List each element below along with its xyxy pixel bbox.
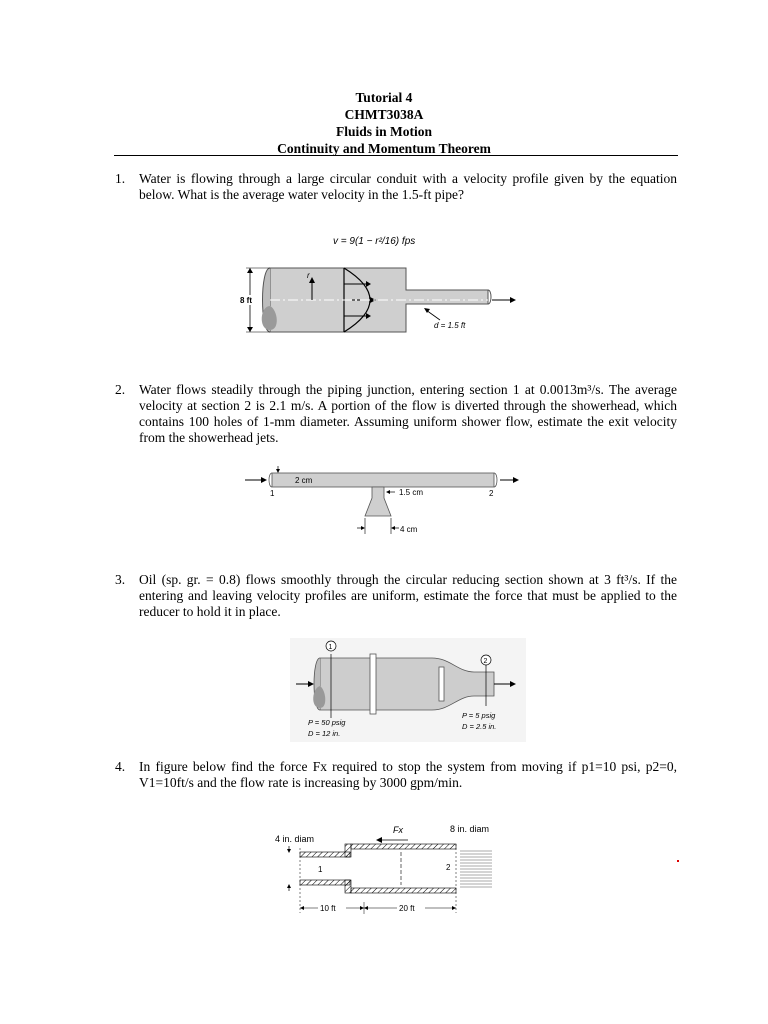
pipe-diameter-label: 2 cm (295, 476, 313, 485)
outlet-pressure: P = 5 psig (462, 711, 496, 720)
small-pipe-diameter-label: d = 1.5 ft (434, 321, 466, 330)
header-rule (114, 155, 678, 156)
outlet-diameter: D = 2.5 in. (462, 722, 497, 731)
length-2-label: 20 ft (399, 904, 415, 913)
point-1-label: 1 (318, 865, 323, 874)
tutorial-number: Tutorial 4 (355, 90, 413, 105)
question-text: Water flows steadily through the piping junction, entering section 1 at 0.0013m³/s. The average velocity at section 2 is 2.1 m/s. A portion of the flow is diverted through the showerhead, which contains 100 holes of 1-mm diameter. Assuming uniform shower flow, estimate the exit velocity from the showerhead jets. (139, 382, 677, 445)
section-2-marker: 2 (483, 658, 488, 665)
stray-mark (677, 860, 679, 862)
question-number: 1. (115, 171, 126, 186)
figure-piping-junction (245, 462, 525, 538)
section-1-label: 1 (270, 489, 275, 498)
showerhead-diameter-label: 4 cm (400, 525, 418, 534)
small-pipe-diameter: 4 in. diam (275, 834, 315, 844)
large-pipe-diameter: 8 in. diam (450, 824, 490, 834)
branch-diameter-label: 1.5 cm (399, 488, 424, 497)
topic-title: Fluids in Motion (335, 124, 433, 139)
question-text: Oil (sp. gr. = 0.8) flows smoothly through the circular reducing section shown at 3 ft³/s. If the entering and leaving velocity profiles are uniform, estimate the force that must be applied to the reducer to hold it in place. (139, 572, 677, 619)
inlet-diameter: D = 12 in. (308, 729, 341, 738)
section-1-marker: 1 (328, 644, 333, 651)
point-2-label: 2 (446, 863, 451, 872)
course-code: CHMT3038A (344, 107, 424, 122)
question-text: Water is flowing through a large circular conduit with a velocity profile given by the equation below. What is the average water velocity in the 1.5-ft pipe? (139, 171, 677, 202)
velocity-equation: v = 9(1 − r²/16) fps (333, 236, 416, 247)
question-number: 2. (115, 382, 126, 397)
force-label: Fx (393, 825, 403, 835)
radius-label: r (307, 271, 310, 280)
subtopic-title: Continuity and Momentum Theorem (277, 141, 491, 156)
question-text: In figure below find the force Fx required to stop the system from moving if p1=10 psi, p2=0, V1=10ft/s and the flow rate is increasing by 3000 gpm/min. (139, 759, 677, 790)
figure-pipe-expansion (260, 818, 510, 920)
figure-conduit-velocity-profile (230, 228, 520, 348)
diameter-label: 8 ft (240, 296, 252, 305)
inlet-pressure: P = 50 psig (308, 718, 346, 727)
figure-reducing-section (290, 638, 526, 742)
length-1-label: 10 ft (320, 904, 336, 913)
section-2-label: 2 (489, 489, 494, 498)
question-number: 4. (115, 759, 126, 774)
question-number: 3. (115, 572, 126, 587)
